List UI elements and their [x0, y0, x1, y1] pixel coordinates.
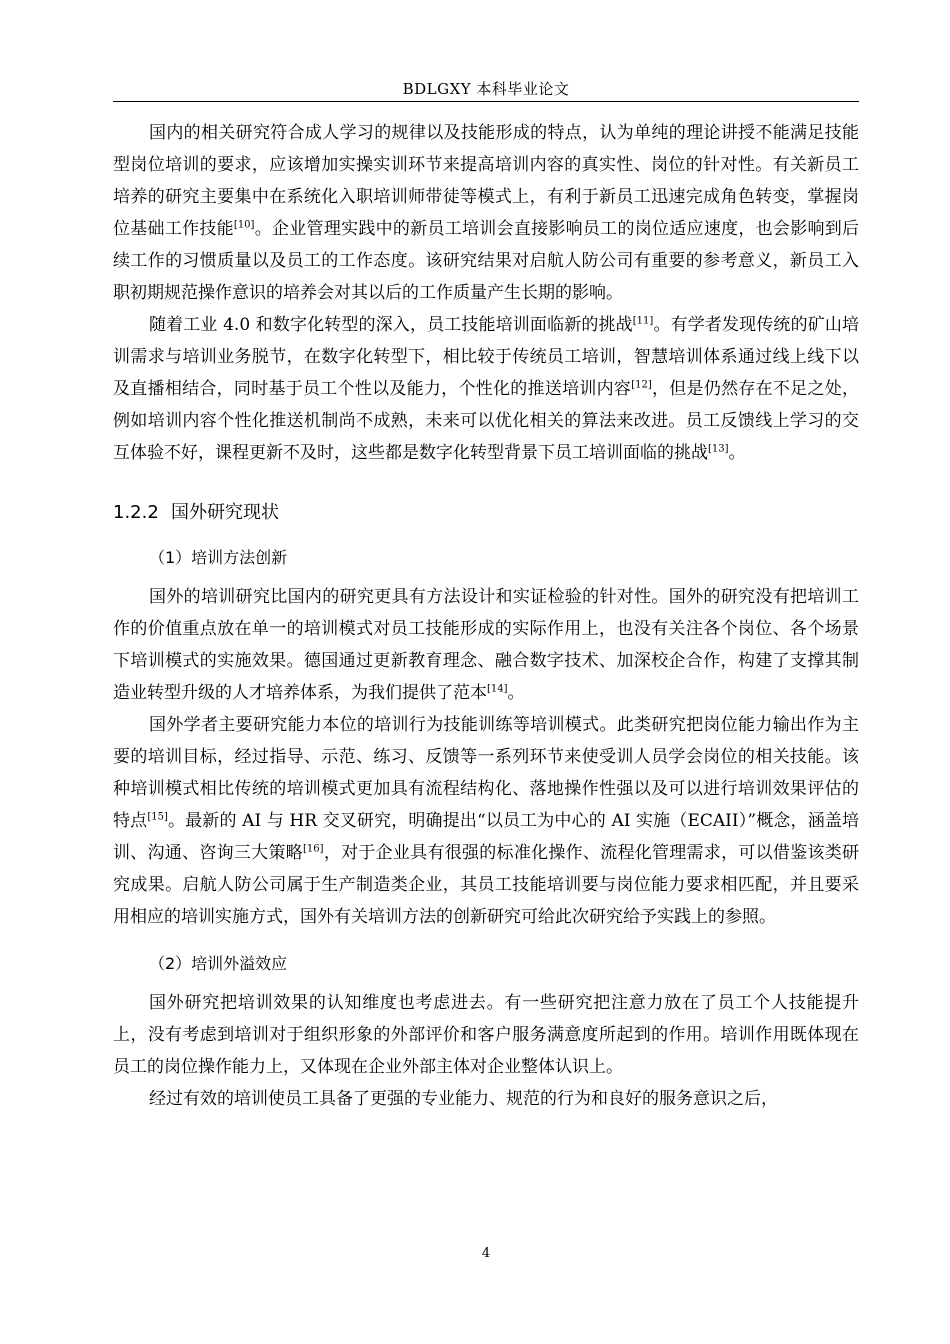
- paragraph-text: 国外的培训研究比国内的研究更具有方法设计和实证检验的针对性。国外的研究没有把培训工作的价值重点放在单一的培训模式对员工技能形成的实际作用上，也没有关注各个岗位、各个场景下培训模式的实施效果。德国通过更新教育理念、融合数字技术、加深校企合作，构建了支撑其制造业转型升级的人才培养体系，为我们提供了范本: [113, 587, 859, 703]
- paragraph-text: 经过有效的培训使员工具备了更强的专业能力、规范的行为和良好的服务意识之后，: [149, 1089, 778, 1109]
- paragraph-text: 国外学者主要研究能力本位的培训行为技能训练等培训模式。此类研究把岗位能力输出作为主要的培训目标，经过指导、示范、练习、反馈等一系列环节来使受训人员学会岗位的相关技能。该种培训模式相比传统的培训模式更加具有流程结构化、落地操作性强以及可以进行培训效果评估的特点: [113, 715, 859, 831]
- citation-ref: [13]: [708, 443, 729, 455]
- section-number: 1.2.2: [113, 502, 159, 523]
- body-paragraph: [113, 709, 859, 933]
- section-title: 国外研究现状: [171, 502, 279, 523]
- subsection-heading: （1）培训方法创新: [149, 548, 288, 567]
- paragraph-text: 。有学者发现传统的矿山培训需求与培训业务脱节，在数字化转型下，相比较于传统员工培训，智慧培训体系通过线上线下以及直播相结合，同时基于员工个性以及能力，个性化的推送培训内容: [113, 315, 859, 399]
- header-divider: [113, 101, 859, 102]
- paragraph-text: ，但是仍然存在不足之处，例如培训内容个性化推送机制尚不成熟，未来可以优化相关的算法来改进。员工反馈线上学习的交互体验不好，课程更新不及时，这些都是数字化转型背景下员工培训面临的挑战: [113, 379, 860, 463]
- citation-ref: [15]: [147, 811, 168, 823]
- paragraph-text: 。: [728, 443, 746, 463]
- paragraph-text: 随着工业 4.0 和数字化转型的深入，员工技能培训面临新的挑战: [149, 315, 633, 335]
- paragraph-text: 。企业管理实践中的新员工培训会直接影响员工的岗位适应速度，也会影响到后续工作的习惯质量以及员工的工作态度。该研究结果对启航人防公司有重要的参考意义，新员工入职初期规范操作意识的培养会对其以后的工作质量产生长期的影响。: [113, 219, 860, 303]
- running-header: BDLGXY 本科毕业论文: [402, 80, 570, 98]
- section-heading: [113, 493, 859, 533]
- body-paragraph: [113, 581, 859, 709]
- body-paragraph: [113, 987, 859, 1083]
- citation-ref: [11]: [632, 315, 654, 327]
- page-body: [113, 117, 859, 1115]
- citation-ref: [12]: [631, 379, 652, 391]
- body-paragraph: [113, 309, 859, 469]
- citation-ref: [14]: [487, 683, 508, 695]
- citation-ref: [10]: [233, 219, 255, 231]
- paragraph-text: 。最新的 AI 与 HR 交叉研究，明确提出“以员工为中心的 AI 实施（ECAII）”概念，涵盖培训、沟通、咨询三大策略: [113, 811, 859, 863]
- paragraph-text: 国内的相关研究符合成人学习的规律以及技能形成的特点，认为单纯的理论讲授不能满足技能型岗位培训的要求，应该增加实操实训环节来提高培训内容的真实性、岗位的针对性。有关新员工培养的研究主要集中在系统化入职培训师带徒等模式上，有利于新员工迅速完成角色转变，掌握岗位基础工作技能: [113, 123, 859, 239]
- subsection-heading: （2）培训外溢效应: [149, 954, 288, 973]
- body-paragraph: [113, 1083, 859, 1115]
- paragraph-text: 。: [507, 683, 525, 703]
- paragraph-text: ，对于企业具有很强的标准化操作、流程化管理需求，可以借鉴该类研究成果。启航人防公司属于生产制造类企业，其员工技能培训要与岗位能力要求相匹配，并且要采用相应的培训实施方式，国外有关培训方法的创新研究可给此次研究给予实践上的参照。: [113, 843, 860, 927]
- citation-ref: [16]: [303, 843, 324, 855]
- body-paragraph: [113, 117, 859, 309]
- page-number: 4: [481, 1246, 491, 1261]
- paragraph-text: 国外研究把培训效果的认知维度也考虑进去。有一些研究把注意力放在了员工个人技能提升上，没有考虑到培训对于组织形象的外部评价和客户服务满意度所起到的作用。培训作用既体现在员工的岗位操作能力上，又体现在企业外部主体对企业整体认识上。: [113, 993, 859, 1077]
